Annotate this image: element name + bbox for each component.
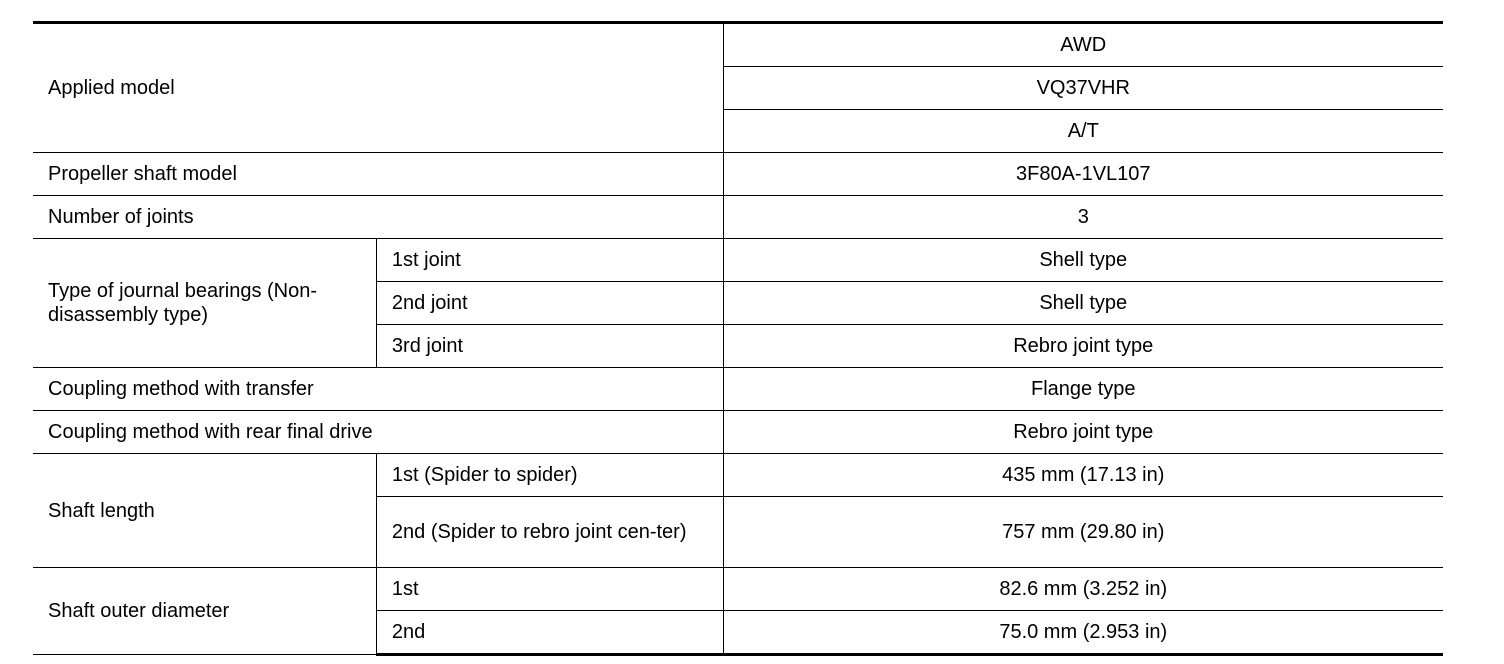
cell-value: Shell type — [723, 239, 1443, 282]
cell-value: Rebro joint type — [723, 411, 1443, 454]
cell-value: 435 mm (17.13 in) — [723, 454, 1443, 497]
cell-value: 75.0 mm (2.953 in) — [723, 611, 1443, 655]
table-row — [33, 153, 1443, 196]
cell-value: 3 — [723, 196, 1443, 239]
row-label: Type of journal bearings (Non-disassembly type) — [33, 239, 376, 368]
row-label: Coupling method with transfer — [33, 368, 723, 411]
row-sublabel: 2nd joint — [376, 282, 723, 325]
cell-value: AWD — [723, 23, 1443, 67]
row-label: Shaft length — [33, 454, 376, 568]
cell-value: 3F80A-1VL107 — [723, 153, 1443, 196]
row-sublabel: 1st (Spider to spider) — [376, 454, 723, 497]
row-sublabel: 2nd — [376, 611, 723, 655]
cell-value: A/T — [723, 110, 1443, 153]
row-label: Applied model — [33, 23, 723, 153]
table-row — [33, 568, 1443, 611]
row-label: Shaft outer diameter — [33, 568, 376, 655]
cell-value: Flange type — [723, 368, 1443, 411]
row-label: Coupling method with rear final drive — [33, 411, 723, 454]
table-row — [33, 368, 1443, 411]
row-sublabel: 1st joint — [376, 239, 723, 282]
cell-value: VQ37VHR — [723, 67, 1443, 110]
table-row — [33, 196, 1443, 239]
row-sublabel: 1st — [376, 568, 723, 611]
cell-value: Shell type — [723, 282, 1443, 325]
row-sublabel: 2nd (Spider to rebro joint cen-ter) — [376, 497, 723, 568]
cell-value: 757 mm (29.80 in) — [723, 497, 1443, 568]
row-sublabel: 3rd joint — [376, 325, 723, 368]
cell-value: 82.6 mm (3.252 in) — [723, 568, 1443, 611]
table-row — [33, 411, 1443, 454]
row-label: Number of joints — [33, 196, 723, 239]
table-row — [33, 239, 1443, 282]
table-row — [33, 23, 1443, 67]
specifications-table — [33, 21, 1443, 656]
cell-value: Rebro joint type — [723, 325, 1443, 368]
row-label: Propeller shaft model — [33, 153, 723, 196]
table-row — [33, 454, 1443, 497]
